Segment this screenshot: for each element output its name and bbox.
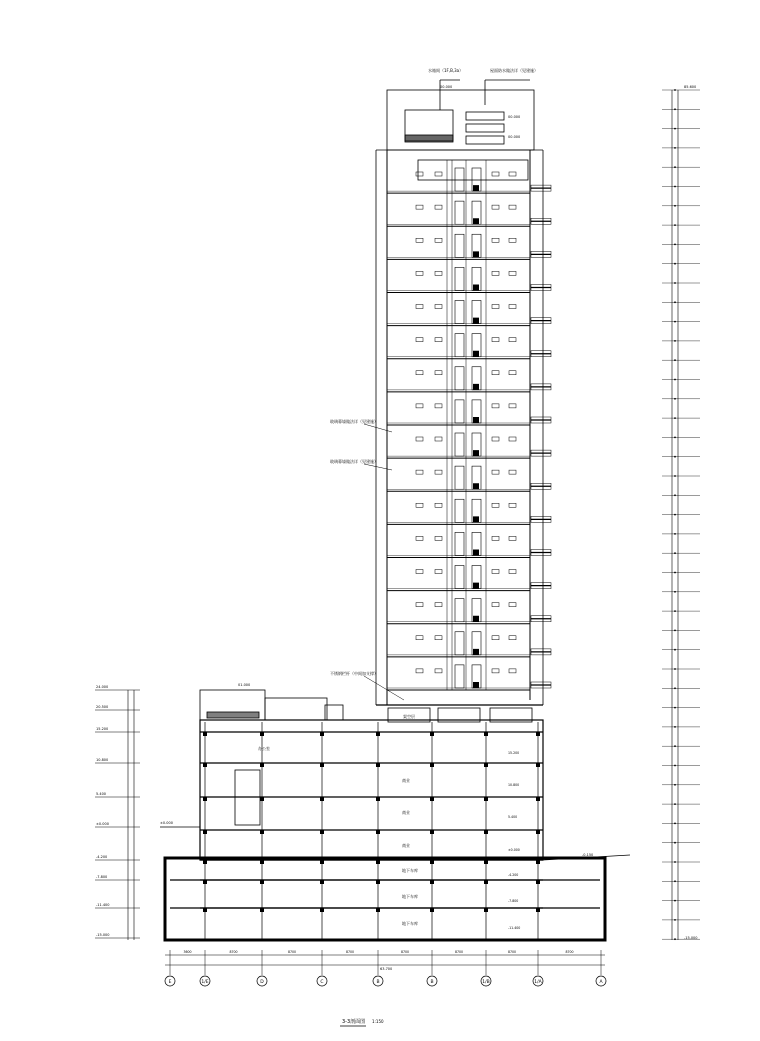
beam-section (430, 797, 434, 801)
beam-section (536, 797, 540, 801)
right-level-dot (674, 398, 676, 400)
beam-section (376, 732, 380, 736)
beam-section (320, 830, 324, 834)
right-level-dot (674, 938, 676, 940)
axis-label: B (376, 980, 380, 985)
right-level-dot (674, 649, 676, 651)
roof-level-3: 00.000 (508, 135, 521, 139)
right-level-dot (674, 244, 676, 246)
room-label: 地下车库 (402, 894, 418, 899)
beam-section (260, 732, 264, 736)
beam-section (484, 797, 488, 801)
beam-section (320, 797, 324, 801)
axis-label: C (320, 980, 324, 985)
axis-dimension: 8700 (400, 950, 410, 954)
beam-section (484, 763, 488, 767)
beam-section (430, 763, 434, 767)
left-level-text: -7.800 (96, 875, 108, 879)
core-fill (473, 185, 479, 191)
right-level-dot (674, 456, 676, 458)
beam-section (484, 880, 488, 884)
beam-section (376, 860, 380, 864)
core-fill (473, 583, 479, 589)
beam-section (260, 860, 264, 864)
axis-dimension: 3600 (183, 950, 192, 954)
room-level: 10.800 (508, 783, 520, 787)
beam-section (320, 880, 324, 884)
core-fill (473, 318, 479, 324)
beam-section (484, 908, 488, 912)
right-level-dot (674, 147, 676, 149)
beam-section (376, 880, 380, 884)
roof-level-2: 00.000 (508, 115, 521, 119)
room-level: ±0.000 (508, 848, 520, 852)
axis-label: A (599, 980, 603, 985)
left-level-text: 10.800 (96, 758, 109, 762)
axis-label: E (168, 980, 172, 985)
beam-section (484, 732, 488, 736)
left-level-text: 20.500 (96, 705, 109, 709)
core-fill (473, 285, 479, 291)
right-bottom-level: -15.000 (684, 936, 698, 940)
beam-section (376, 797, 380, 801)
beam-section (260, 880, 264, 884)
core-fill (473, 682, 479, 688)
right-level-dot (674, 610, 676, 612)
beam-section (203, 763, 207, 767)
axis-dimension: 8700 (565, 950, 574, 954)
left-level-text: 24.000 (96, 685, 109, 689)
beam-section (260, 763, 264, 767)
left-level-text: -15.000 (96, 933, 110, 937)
beam-section (203, 908, 207, 912)
roof-note-left: 水箱间（1F,B,3a） (428, 68, 464, 73)
ground-right-level: -0.150 (582, 853, 594, 857)
beam-section (536, 908, 540, 912)
right-level-dot (674, 668, 676, 670)
right-level-dot (674, 166, 676, 168)
tower-note-2: 玻璃幕墙做法详（见建施） (330, 459, 378, 464)
room-level: -11.400 (508, 926, 521, 930)
right-level-dot (674, 340, 676, 342)
core-fill (473, 417, 479, 423)
axis-label: D (260, 980, 264, 985)
drawing-scale: 1:150 (372, 1019, 384, 1024)
tower-transfer-label: 架空层 (403, 714, 415, 719)
right-level-dot (674, 784, 676, 786)
core-fill (473, 516, 479, 522)
axis-label: 1/B (482, 980, 490, 985)
core-fill (473, 649, 479, 655)
roof-note-right: 屋面防水做法详（见建施） (490, 68, 538, 73)
right-level-dot (674, 823, 676, 825)
beam-section (430, 860, 434, 864)
room-label: 地下车库 (402, 921, 418, 926)
right-level-dot (674, 128, 676, 130)
right-top-level: 85.600 (684, 85, 697, 89)
beam-section (536, 763, 540, 767)
axis-dimension: 8700 (345, 950, 355, 954)
left-level-text: 15.200 (96, 727, 109, 731)
beam-section (376, 830, 380, 834)
beam-section (260, 830, 264, 834)
right-level-dot (674, 842, 676, 844)
right-level-dot (674, 205, 676, 207)
beam-section (320, 908, 324, 912)
right-level-dot (674, 765, 676, 767)
right-level-dot (674, 726, 676, 728)
right-level-dot (674, 282, 676, 284)
tower-note-3: 不锈钢栏杆（中间加支撑） (330, 671, 378, 676)
right-level-dot (674, 321, 676, 323)
beam-section (203, 860, 207, 864)
right-level-dot (674, 572, 676, 574)
core-fill (473, 251, 479, 257)
beam-section (320, 763, 324, 767)
core-fill (473, 351, 479, 357)
room-label: 办公室 (258, 746, 270, 751)
right-level-dot (674, 108, 676, 110)
right-level-dot (674, 417, 676, 419)
beam-section (203, 830, 207, 834)
drawing-caption: 3-3剖面图 (342, 1019, 366, 1025)
core-fill (473, 450, 479, 456)
right-level-dot (674, 591, 676, 593)
right-level-dot (674, 552, 676, 554)
beam-section (260, 797, 264, 801)
right-level-dot (674, 475, 676, 477)
right-level-dot (674, 919, 676, 921)
right-level-dot (674, 301, 676, 303)
beam-section (484, 860, 488, 864)
room-label: 商业 (402, 810, 410, 815)
room-level: -4.200 (508, 873, 519, 877)
beam-section (320, 732, 324, 736)
beam-section (430, 880, 434, 884)
right-level-dot (674, 707, 676, 709)
left-level-text: -4.200 (96, 855, 108, 859)
beam-section (260, 908, 264, 912)
left-level-text: -11.400 (96, 903, 110, 907)
beam-section (376, 763, 380, 767)
core-fill (473, 483, 479, 489)
beam-section (484, 830, 488, 834)
room-level: -7.800 (508, 899, 519, 903)
right-level-dot (674, 379, 676, 381)
axis-label: 1/E (201, 980, 209, 985)
beam-section (203, 797, 207, 801)
right-level-dot (674, 359, 676, 361)
beam-section (430, 732, 434, 736)
beam-section (320, 860, 324, 864)
right-level-dot (674, 745, 676, 747)
left-level-text: ±0.000 (96, 822, 109, 826)
axis-dimension: 8700 (507, 950, 517, 954)
right-level-dot (674, 687, 676, 689)
right-level-dot (674, 494, 676, 496)
room-level: 15.200 (508, 751, 520, 755)
beam-section (203, 880, 207, 884)
room-label: 地下车库 (402, 868, 418, 873)
axis-label: B (430, 980, 434, 985)
beam-section (536, 860, 540, 864)
right-level-dot (674, 514, 676, 516)
tower-note-1: 玻璃幕墙做法详（见建施） (330, 419, 378, 424)
total-dimension: 63.700 (380, 967, 393, 971)
right-level-dot (674, 630, 676, 632)
right-level-dot (674, 880, 676, 882)
core-fill (473, 218, 479, 224)
beam-section (376, 908, 380, 912)
beam-section (536, 880, 540, 884)
roof-level-1: 00.000 (440, 85, 453, 89)
right-level-dot (674, 533, 676, 535)
room-label: 商业 (402, 778, 410, 783)
right-level-dot (674, 803, 676, 805)
room-level: 5.400 (508, 815, 518, 819)
right-level-dot (674, 224, 676, 226)
beam-section (430, 830, 434, 834)
axis-dimension: 8700 (454, 950, 464, 954)
core-fill (473, 550, 479, 556)
right-level-dot (674, 900, 676, 902)
right-level-dot (674, 861, 676, 863)
room-label: 商业 (402, 843, 410, 848)
axis-dimension: 8700 (287, 950, 297, 954)
axis-label: 1/A (534, 980, 542, 985)
core-fill (473, 384, 479, 390)
beam-section (203, 732, 207, 736)
podium-roof-label: 01.000 (238, 683, 251, 687)
right-level-dot (674, 263, 676, 265)
right-level-dot (674, 186, 676, 188)
right-level-dot (674, 89, 676, 91)
right-level-dot (674, 437, 676, 439)
beam-section (536, 732, 540, 736)
core-fill (473, 616, 479, 622)
ground-left-level: ±0.000 (160, 821, 173, 825)
axis-dimension: 8700 (229, 950, 238, 954)
beam-section (430, 908, 434, 912)
beam-section (536, 830, 540, 834)
left-level-text: 5.400 (96, 792, 107, 796)
